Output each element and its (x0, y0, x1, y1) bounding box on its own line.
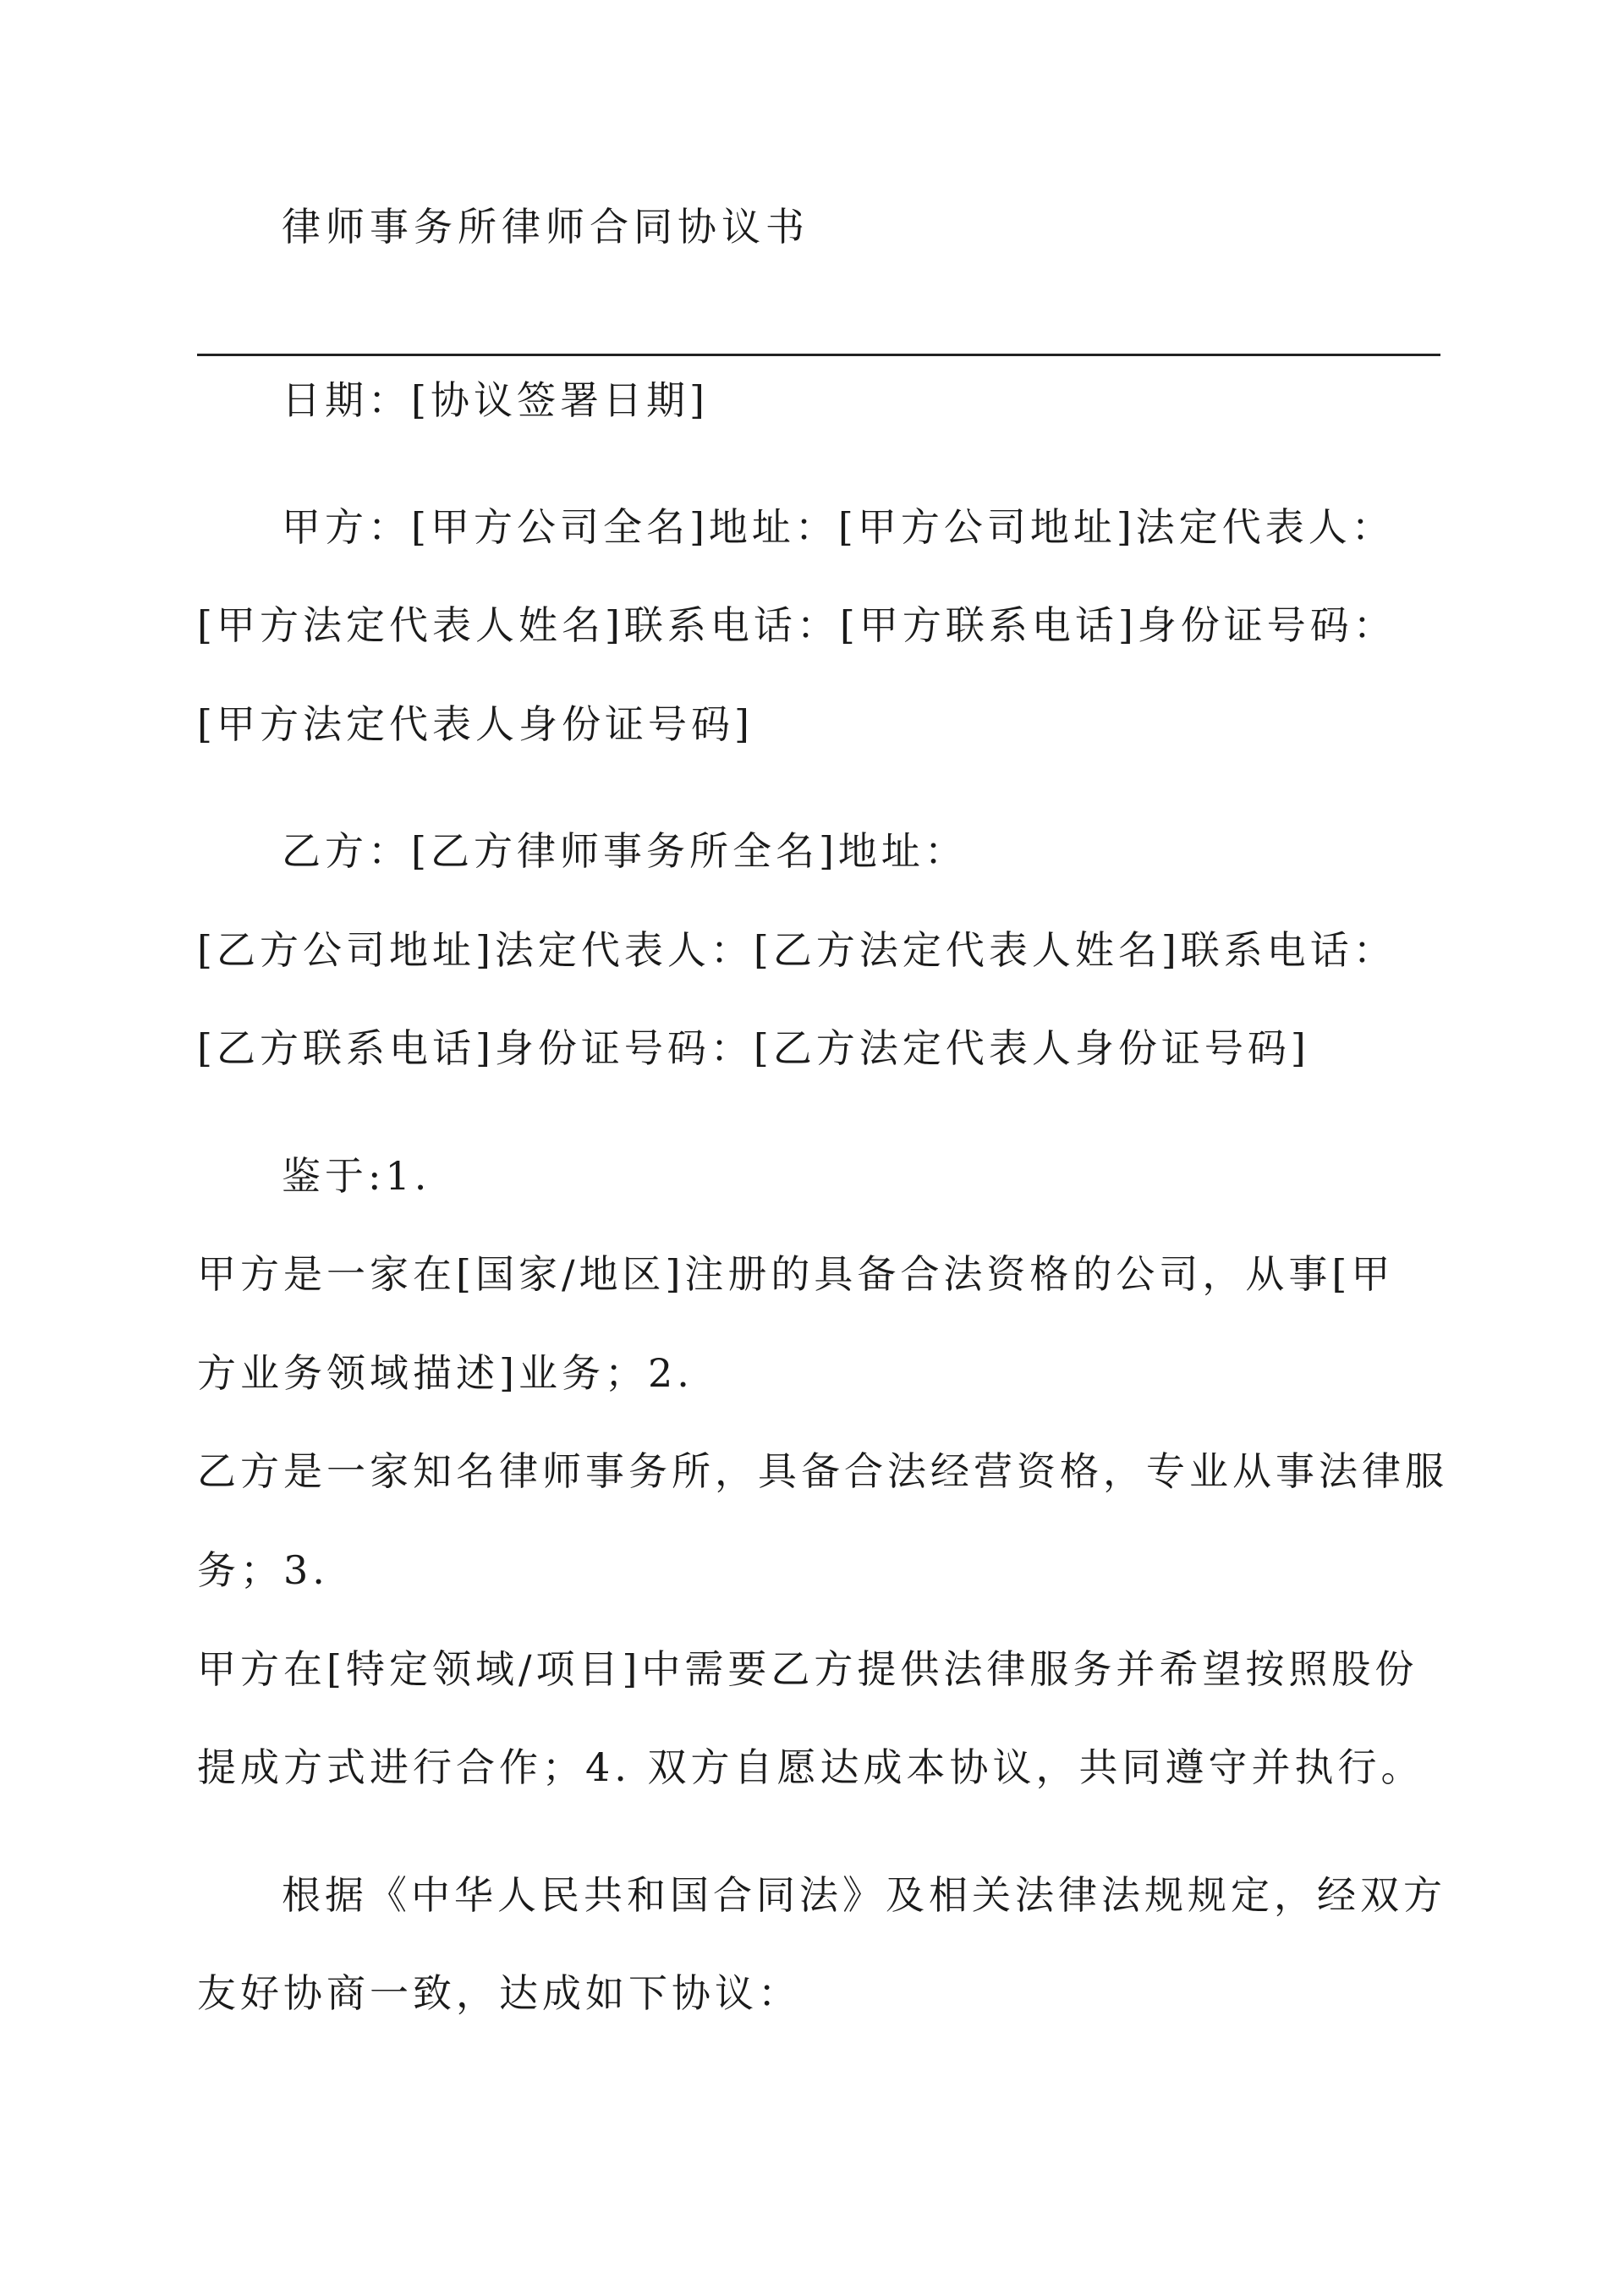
party-b-line-3: [乙方联系电话]身份证号码：[乙方法定代表人身份证号码] (197, 1025, 1310, 1071)
basis-line-2: 友好协商一致，达成如下协议： (197, 1970, 801, 2016)
basis-line-1: 根据《中华人民共和国合同法》及相关法律法规规定，经双方 (282, 1872, 1446, 1918)
party-a-line-2: [甲方法定代表人姓名]联系电话：[甲方联系电话]身份证号码： (197, 602, 1396, 648)
document-title: 律师事务所律师合同协议书 (282, 204, 809, 250)
party-a-line-1: 甲方：[甲方公司全名]地址：[甲方公司地址]法定代表人： (282, 504, 1395, 550)
title-divider (197, 354, 1440, 356)
party-a-line-3: [甲方法定代表人身份证号码] (197, 701, 754, 747)
whereas-line-6: 提成方式进行合作；4. 双方自愿达成本协议，共同遵守并执行。 (197, 1744, 1424, 1790)
party-b-line-1: 乙方：[乙方律师事务所全名]地址： (282, 828, 968, 874)
whereas-line-1: 甲方是一家在[国家/地区]注册的具备合法资格的公司，从事[甲 (197, 1251, 1395, 1297)
whereas-line-4: 务；3. (197, 1547, 329, 1593)
whereas-line-2: 方业务领域描述]业务；2. (197, 1350, 694, 1396)
date-line: 日期：[协议签署日期] (282, 377, 709, 423)
party-b-line-2: [乙方公司地址]法定代表人：[乙方法定代表人姓名]联系电话： (197, 927, 1396, 973)
whereas-heading: 鉴于:1. (282, 1153, 431, 1199)
whereas-line-5: 甲方在[特定领域/项目]中需要乙方提供法律服务并希望按照股份 (197, 1646, 1418, 1692)
whereas-line-3: 乙方是一家知名律师事务所，具备合法经营资格，专业从事法律服 (197, 1448, 1448, 1494)
